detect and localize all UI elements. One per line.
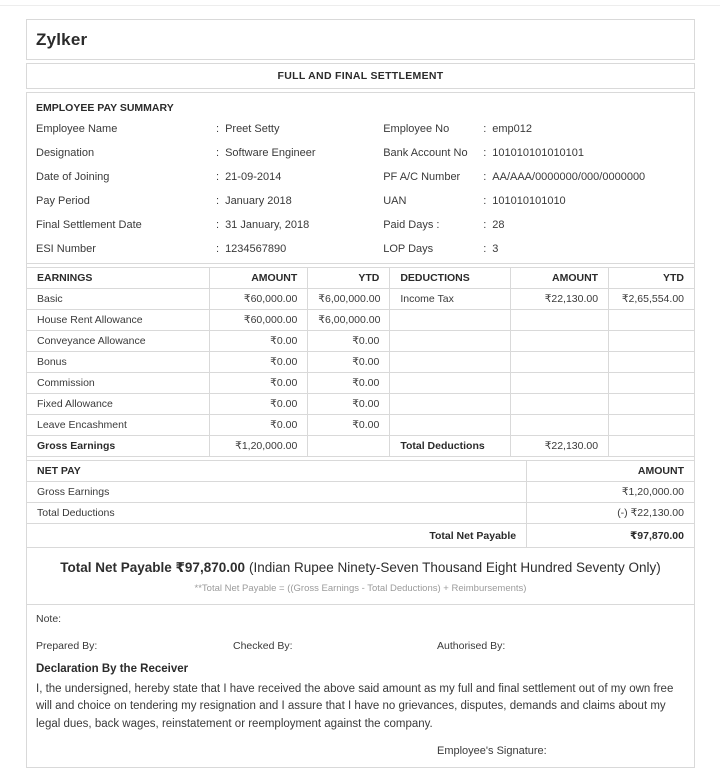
deduction-name-cell [390,394,511,415]
earning-amount-cell: ₹0.00 [210,352,308,373]
net-pay-item-amount: (-) ₹22,130.00 [527,503,694,524]
total-in-words-line [27,560,694,576]
deduction-amount-cell [511,310,609,331]
earning-name-cell: Conveyance Allowance [27,331,210,352]
field-separator: : [216,243,220,255]
summary-row-bank-account-no [383,141,685,165]
earning-name-cell: Commission [27,373,210,394]
earning-ytd-cell: ₹6,00,000.00 [308,289,390,310]
total-deductions-amount: ₹22,130.00 [511,436,609,457]
net-pay-amount-header: AMOUNT [527,461,694,482]
field-label: Bank Account No [383,147,468,159]
summary-row-pay-period [36,189,383,213]
deduction-ytd-cell [609,352,694,373]
field-separator: : [216,195,220,207]
net-pay-header: NET PAY [27,461,527,482]
field-value: AA/AAA/0000000/000/0000000 [492,171,646,183]
employee-signature-label: Employee's Signature: [437,745,547,758]
field-label: Pay Period [36,195,90,207]
field-label: Employee No [383,123,450,135]
earning-amount-cell: ₹0.00 [210,331,308,352]
table-row-conveyance-allowance [27,331,694,352]
summary-row-designation [36,141,383,165]
field-label: ESI Number [36,243,96,255]
net-pay-header-row [27,461,694,482]
table-row-house-rent-allowance [27,310,694,331]
deduction-amount-cell: ₹22,130.00 [511,289,609,310]
summary-row-employee-no [383,117,685,141]
net-pay-row-total-deductions [27,503,694,524]
earning-ytd-cell: ₹0.00 [308,331,390,352]
net-pay-item-label: Gross Earnings [27,482,527,503]
total-net-payable-label: Total Net Payable [27,524,527,548]
table-row-fixed-allowance [27,394,694,415]
deduction-name-cell [390,373,511,394]
earning-amount-cell: ₹0.00 [210,394,308,415]
document-body [26,92,695,768]
total-net-payable-amount: ₹97,870.00 [527,524,694,548]
field-separator: : [216,171,220,183]
field-value: 101010101010101 [492,147,585,159]
deduction-amount-cell [511,352,609,373]
net-pay-item-amount: ₹1,20,000.00 [527,482,694,503]
table-row-commission [27,373,694,394]
earning-name-cell: Bonus [27,352,210,373]
deduction-ytd-cell [609,310,694,331]
deduction-amount-cell [511,373,609,394]
total-net-payable-summary [27,548,694,605]
authorised-by-label: Authorised By: [437,640,506,652]
table-row-totals [27,436,694,457]
document-title-bar [26,63,695,89]
field-label: Final Settlement Date [36,219,142,231]
field-separator: : [483,219,487,231]
net-payable-formula-note: **Total Net Payable = ((Gross Earnings - Total Deductions) + Reimbursements) [194,583,527,594]
field-separator: : [483,243,487,255]
deduction-ytd-cell [609,373,694,394]
earning-amount-cell: ₹60,000.00 [210,289,308,310]
earnings-header: EARNINGS [27,268,210,289]
deduction-name-cell [390,331,511,352]
earnings-ytd-header: YTD [308,268,390,289]
gross-earnings-ytd [308,436,390,457]
field-separator: : [483,171,487,183]
net-pay-row-gross-earnings [27,482,694,503]
table-row-leave-encashment [27,415,694,436]
prepared-by-label: Prepared By: [36,640,98,652]
earning-amount-cell: ₹60,000.00 [210,310,308,331]
field-value: Preet Setty [225,123,280,135]
deduction-amount-cell [511,331,609,352]
deduction-ytd-cell [609,394,694,415]
field-label: PF A/C Number [383,171,461,183]
field-value: emp012 [492,123,533,135]
deduction-name-cell [390,310,511,331]
deduction-name-cell [390,415,511,436]
summary-row-employee-name [36,117,383,141]
employee-pay-summary-title: EMPLOYEE PAY SUMMARY [36,102,174,114]
deductions-ytd-header: YTD [609,268,694,289]
deductions-amount-header: AMOUNT [511,268,609,289]
earnings-deductions-table [27,267,694,457]
earning-name-cell: Fixed Allowance [27,394,210,415]
field-label: Designation [36,147,95,159]
summary-row-lop-days [383,237,685,261]
page-top-divider [0,0,720,6]
field-value: 1234567890 [225,243,287,255]
earning-ytd-cell: ₹6,00,000.00 [308,310,390,331]
field-separator: : [216,123,220,135]
brand-header [26,19,695,60]
deduction-ytd-cell: ₹2,65,554.00 [609,289,694,310]
field-separator: : [483,195,487,207]
field-separator: : [483,123,487,135]
field-label: LOP Days [383,243,434,255]
earning-name-cell: House Rent Allowance [27,310,210,331]
deduction-name-cell [390,352,511,373]
field-separator: : [483,147,487,159]
summary-right-column [383,117,685,261]
gross-earnings-amount: ₹1,20,000.00 [210,436,308,457]
employee-pay-summary [27,93,694,264]
field-separator: : [216,147,220,159]
field-separator: : [216,219,220,231]
gross-earnings-label: Gross Earnings [27,436,210,457]
summary-row-uan [383,189,685,213]
earning-amount-cell: ₹0.00 [210,373,308,394]
summary-row-paid-days [383,213,685,237]
table-row-bonus [27,352,694,373]
checked-by-label: Checked By: [233,640,293,652]
field-value: 3 [492,243,499,255]
field-value: 21-09-2014 [225,171,282,183]
document-title: FULL AND FINAL SETTLEMENT [277,70,444,82]
earning-ytd-cell: ₹0.00 [308,415,390,436]
summary-row-date-of-joining [36,165,383,189]
field-value: Software Engineer [225,147,316,159]
field-label: Employee Name [36,123,118,135]
field-value: 31 January, 2018 [225,219,310,231]
net-pay-row-total-net-payable [27,524,694,548]
earning-ytd-cell: ₹0.00 [308,373,390,394]
field-value: 101010101010 [492,195,566,207]
deduction-name-cell: Income Tax [390,289,511,310]
deduction-amount-cell [511,415,609,436]
company-name: Zylker [36,29,88,49]
earnings-deductions-header-row [27,268,694,289]
employee-summary-grid [36,117,685,261]
table-row-basic [27,289,694,310]
earnings-amount-header: AMOUNT [210,268,308,289]
approval-signatures-row [27,640,694,652]
deductions-header: DEDUCTIONS [390,268,511,289]
field-value: January 2018 [225,195,292,207]
earning-name-cell: Leave Encashment [27,415,210,436]
note-label: Note: [36,613,62,625]
earning-ytd-cell: ₹0.00 [308,394,390,415]
total-net-payable-words: (Indian Rupee Ninety-Seven Thousand Eight Hundred Seventy Only) [249,560,661,575]
deduction-ytd-cell [609,331,694,352]
deduction-amount-cell [511,394,609,415]
declaration-section [27,663,694,733]
field-label: Date of Joining [36,171,110,183]
earning-name-cell: Basic [27,289,210,310]
total-net-payable-figure: Total Net Payable ₹97,870.00 [60,560,245,575]
net-pay-item-label: Total Deductions [27,503,527,524]
net-pay-table [27,460,694,548]
summary-row-final-settlement-date [36,213,383,237]
earning-ytd-cell: ₹0.00 [308,352,390,373]
summary-row-pf-ac-number [383,165,685,189]
declaration-title: Declaration By the Receiver [36,663,189,675]
field-label: Paid Days : [383,219,440,231]
summary-row-esi-number [36,237,383,261]
settlement-document [26,19,695,768]
summary-left-column [36,117,383,261]
total-deductions-label: Total Deductions [390,436,511,457]
field-label: UAN [383,195,407,207]
field-value: 28 [492,219,505,231]
total-deductions-ytd [609,436,694,457]
declaration-text: I, the undersigned, hereby state that I have received the above said amount as my full and final settlement out of my own free will and choice on tendering my resignation and I assure that I have no grievances, disputes, demands and claims about my legal dues, back wages, reinstatement or reemployment against the company. [36,683,674,730]
earning-amount-cell: ₹0.00 [210,415,308,436]
deduction-ytd-cell [609,415,694,436]
